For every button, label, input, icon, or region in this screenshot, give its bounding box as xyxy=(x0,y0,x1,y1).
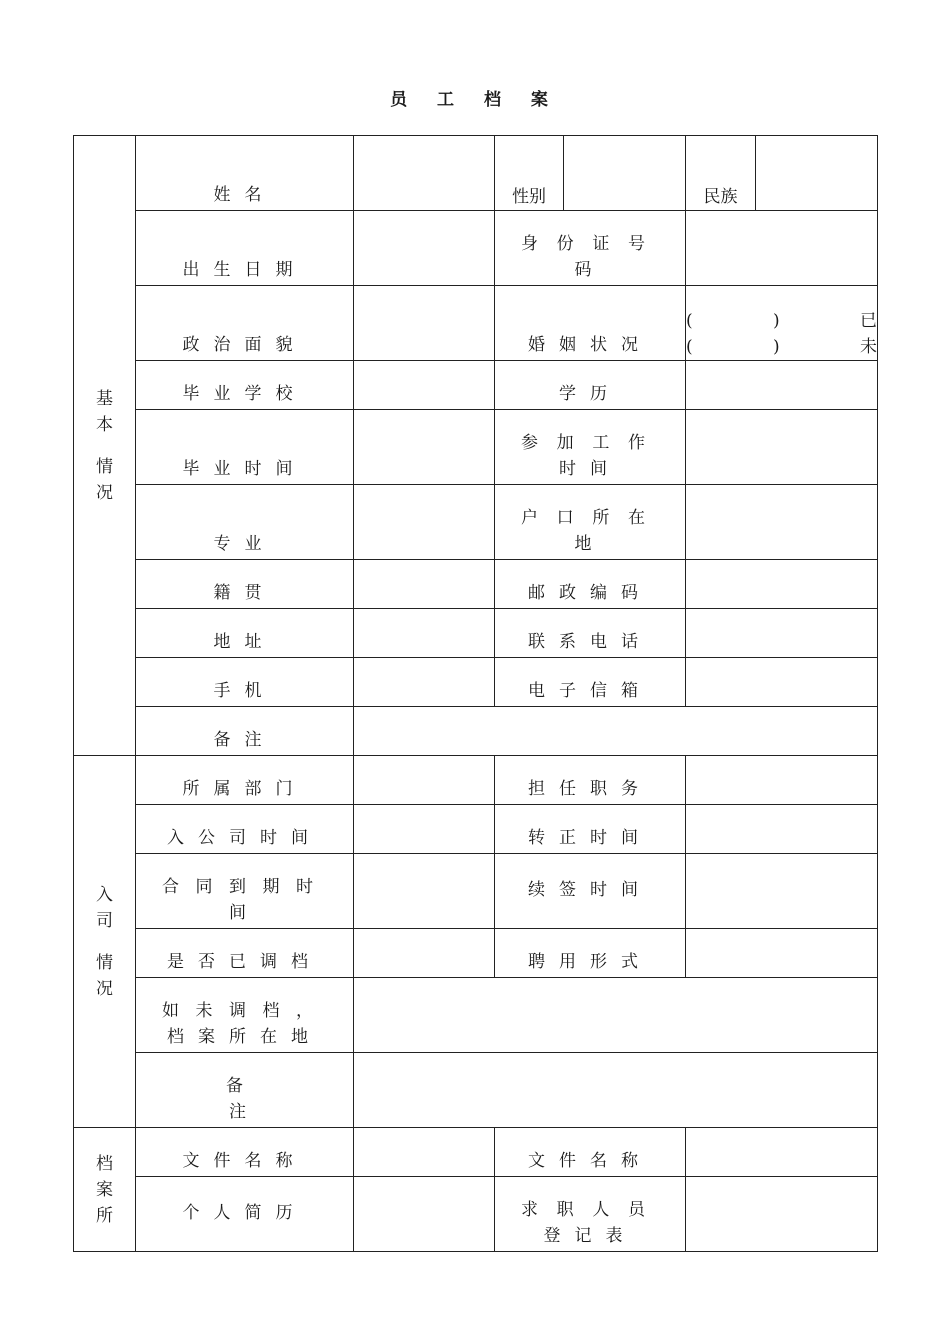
label-postal-code: 邮政编码 xyxy=(495,560,686,609)
field-work-start-time[interactable] xyxy=(686,410,878,485)
marital-options xyxy=(686,286,878,361)
field-major[interactable] xyxy=(354,485,495,560)
label-entry-remarks: 备注 xyxy=(136,1053,354,1128)
label-major: 专业 xyxy=(136,485,354,560)
label-doc-name-2: 文件名称 xyxy=(495,1128,686,1177)
field-renewal-date[interactable] xyxy=(686,854,878,929)
section-label: 基本 xyxy=(96,388,113,435)
label-education: 学历 xyxy=(495,361,686,410)
employee-archive-form xyxy=(73,135,878,1252)
label-contract-expiry: 合同到期时间 xyxy=(136,854,354,929)
field-gender[interactable] xyxy=(564,136,686,211)
label-id-number: 身份证号码 xyxy=(495,211,686,286)
field-employment-type[interactable] xyxy=(686,929,878,978)
label-position: 担任职务 xyxy=(495,756,686,805)
field-political-status[interactable] xyxy=(354,286,495,361)
field-contract-expiry[interactable] xyxy=(354,854,495,929)
label-join-date: 入公司时间 xyxy=(136,805,354,854)
field-id-number[interactable] xyxy=(686,211,878,286)
field-basic-remarks[interactable] xyxy=(354,707,878,756)
field-position[interactable] xyxy=(686,756,878,805)
page-title: 员 工 档 案 xyxy=(390,90,560,110)
label-phone: 联系电话 xyxy=(495,609,686,658)
label-employment-type: 聘用形式 xyxy=(495,929,686,978)
field-regular-date[interactable] xyxy=(686,805,878,854)
field-phone[interactable] xyxy=(686,609,878,658)
field-name[interactable] xyxy=(354,136,495,211)
label-doc-name-1: 文件名称 xyxy=(136,1128,354,1177)
section-label: 入司 xyxy=(96,884,113,931)
field-hukou-location[interactable] xyxy=(686,485,878,560)
field-entry-remarks[interactable] xyxy=(354,1053,878,1128)
field-ethnicity[interactable] xyxy=(756,136,878,211)
label-email: 电子信箱 xyxy=(495,658,686,707)
field-doc-name-2[interactable] xyxy=(686,1128,878,1177)
section-archive xyxy=(74,1128,136,1252)
label-gender: 性别 xyxy=(495,136,564,211)
label-marital-status: 婚姻状况 xyxy=(495,286,686,361)
label-basic-remarks: 备注 xyxy=(136,707,354,756)
field-join-date[interactable] xyxy=(354,805,495,854)
label-address: 地址 xyxy=(136,609,354,658)
field-applicant-form[interactable] xyxy=(686,1177,878,1252)
label-graduation-time: 毕业时间 xyxy=(136,410,354,485)
marital-option-unmarried[interactable]: ( ) 未 xyxy=(686,337,877,357)
field-education[interactable] xyxy=(686,361,878,410)
marital-option-married[interactable]: ( ) 已 xyxy=(686,311,877,331)
section-label: 情况 xyxy=(96,952,113,999)
label-birth-date: 出生日期 xyxy=(136,211,354,286)
section-entry-info xyxy=(74,756,136,1128)
label-political-status: 政治面貌 xyxy=(136,286,354,361)
label-native-place: 籍贯 xyxy=(136,560,354,609)
field-email[interactable] xyxy=(686,658,878,707)
field-postal-code[interactable] xyxy=(686,560,878,609)
field-doc-name-1[interactable] xyxy=(354,1128,495,1177)
field-graduation-time[interactable] xyxy=(354,410,495,485)
label-resume: 个人简历 xyxy=(136,1177,354,1252)
label-ethnicity: 民族 xyxy=(686,136,756,211)
label-regular-date: 转正时间 xyxy=(495,805,686,854)
label-hukou-location: 户口所在地 xyxy=(495,485,686,560)
field-address[interactable] xyxy=(354,609,495,658)
field-birth-date[interactable] xyxy=(354,211,495,286)
label-name: 姓名 xyxy=(136,136,354,211)
field-file-transferred[interactable] xyxy=(354,929,495,978)
field-graduated-school[interactable] xyxy=(354,361,495,410)
field-mobile[interactable] xyxy=(354,658,495,707)
label-renewal-date: 续签时间 xyxy=(495,854,686,929)
section-label: 情况 xyxy=(96,456,113,503)
label-graduated-school: 毕业学校 xyxy=(136,361,354,410)
label-file-location: 如未调档，档案所在地 xyxy=(136,978,354,1053)
label-department: 所属部门 xyxy=(136,756,354,805)
label-mobile: 手机 xyxy=(136,658,354,707)
field-file-location[interactable] xyxy=(354,978,878,1053)
field-resume[interactable] xyxy=(354,1177,495,1252)
label-file-transferred: 是否已调档 xyxy=(136,929,354,978)
field-department[interactable] xyxy=(354,756,495,805)
label-applicant-form: 求职人员登记表 xyxy=(495,1177,686,1252)
field-native-place[interactable] xyxy=(354,560,495,609)
label-work-start-time: 参加工作时间 xyxy=(495,410,686,485)
section-basic-info xyxy=(74,136,136,756)
section-label: 档案所 xyxy=(96,1153,113,1226)
